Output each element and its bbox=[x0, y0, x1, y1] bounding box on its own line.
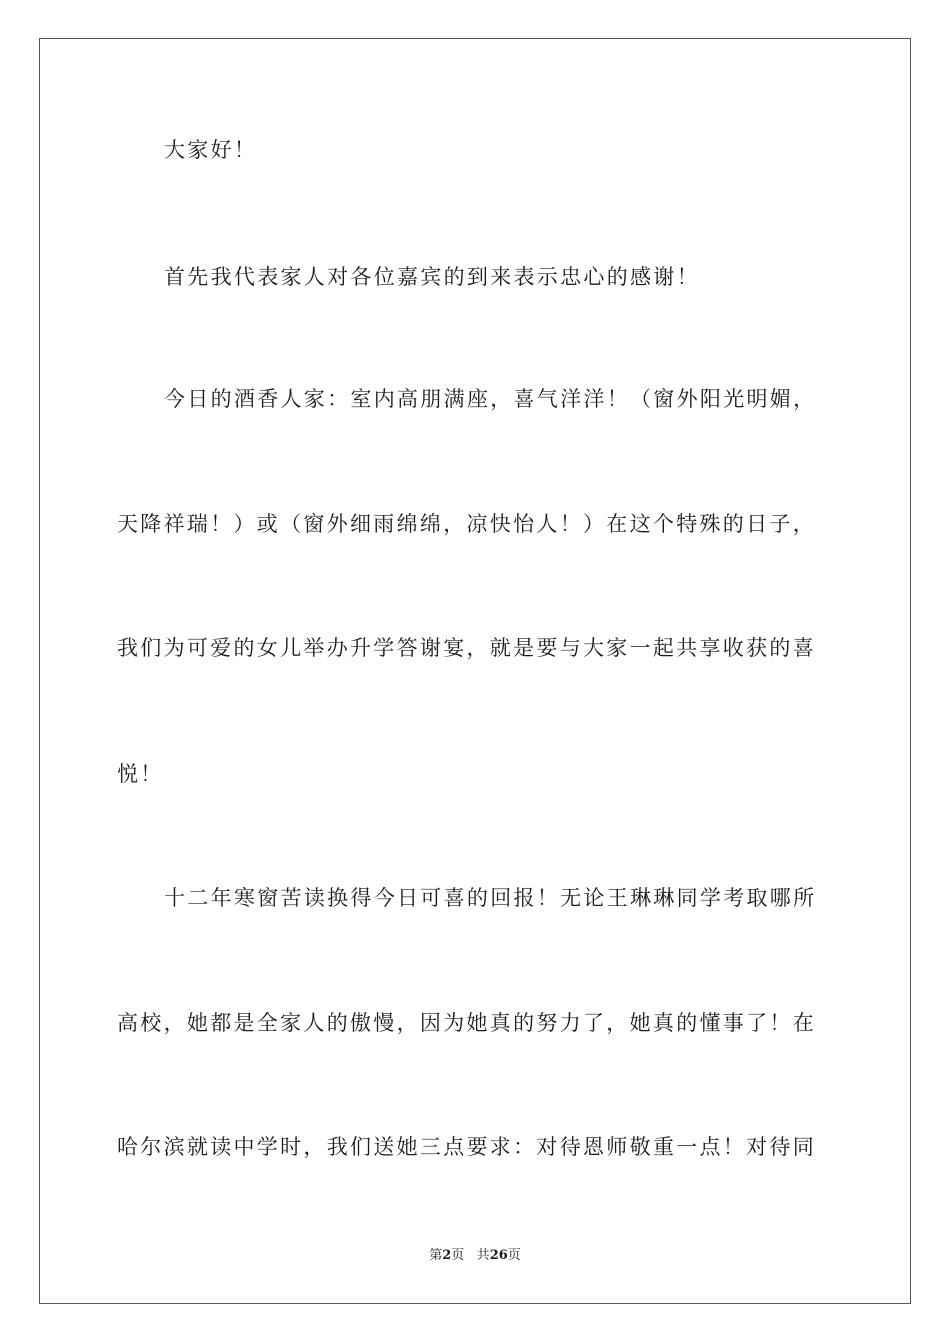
paragraph-line: 今日的酒香人家：室内高朋满座，喜气洋洋！（窗外阳光明媚， bbox=[164, 387, 817, 411]
paragraph-line-thanks: 首先我代表家人对各位嘉宾的到来表示忠心的感谢！ bbox=[164, 265, 700, 289]
paragraph-line: 哈尔滨就读中学时，我们送她三点要求：对待恩师敬重一点！对待同 bbox=[117, 1135, 816, 1159]
paragraph-line: 十二年寒窗苦读换得今日可喜的回报！无论王琳琳同学考取哪所 bbox=[164, 886, 817, 910]
paragraph-line: 高校，她都是全家人的傲慢，因为她真的努力了，她真的懂事了！在 bbox=[117, 1011, 816, 1035]
paragraph-line: 天降祥瑞！）或（窗外细雨绵绵，凉快怡人！）在这个特殊的日子， bbox=[117, 512, 816, 536]
paragraph-line: 我们为可爱的女儿举办升学答谢宴，就是要与大家一起共享收获的喜 bbox=[117, 636, 816, 660]
footer-page-suffix: 页 bbox=[451, 1248, 465, 1263]
paragraph-line-greeting: 大家好！ bbox=[164, 138, 258, 162]
page-border bbox=[39, 38, 911, 1304]
footer-total-suffix: 页 bbox=[507, 1248, 521, 1263]
footer-current-page: 2 bbox=[442, 1248, 452, 1263]
footer-total-prefix: 共 bbox=[476, 1248, 490, 1263]
footer-total-pages: 26 bbox=[489, 1248, 508, 1263]
paragraph-line: 悦！ bbox=[117, 762, 164, 786]
footer-prefix: 第 bbox=[429, 1248, 443, 1263]
page-footer bbox=[0, 1247, 950, 1265]
